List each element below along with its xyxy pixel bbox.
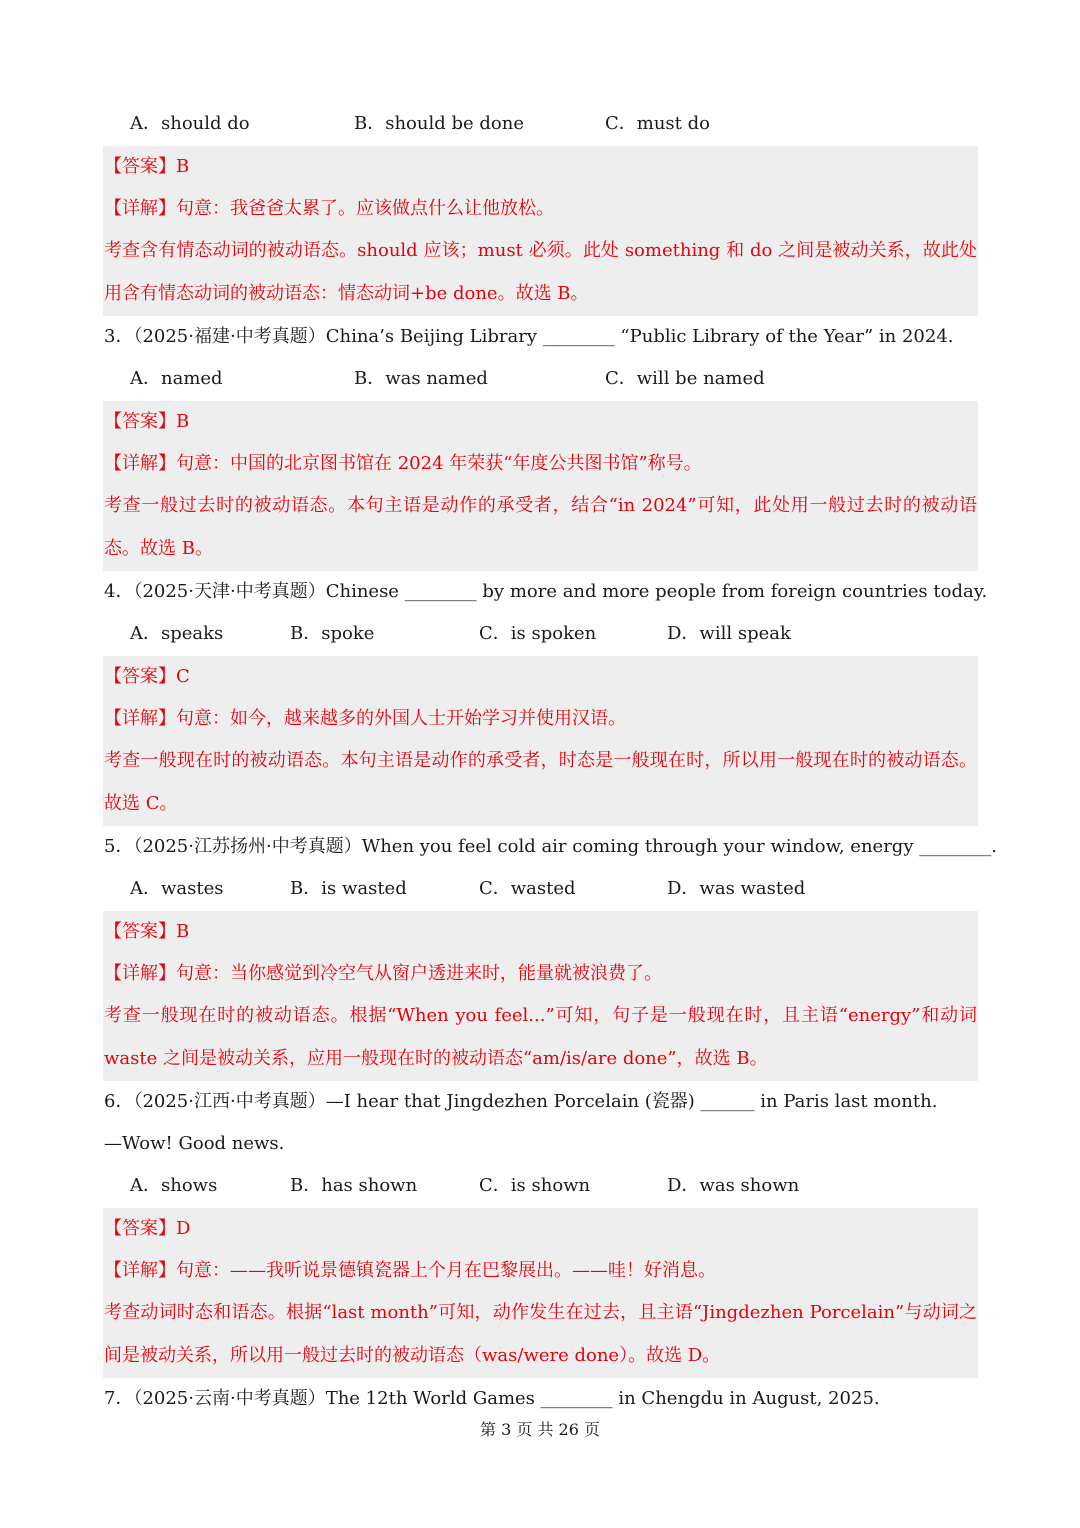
q4-analysis: 考查一般现在时的被动语态。本句主语是动作的承受者，时态是一般现在时，所以用一般现在时的被动语态。故选 C。	[104, 750, 977, 814]
q3-stem: 3．（2025·福建·中考真题）China’s Beijing Library ________ “Public Library of the Year” in 2024.	[104, 326, 954, 347]
q6-option-a: A．shows	[130, 1175, 218, 1196]
q6-answer: 【答案】D	[104, 1218, 191, 1239]
q6-option-d: D．was shown	[667, 1175, 800, 1196]
q2-detail: 【详解】句意：我爸爸太累了。应该做点什么让他放松。	[104, 198, 554, 219]
q2-option-a: A．should do	[130, 113, 250, 134]
q5-option-d: D．was wasted	[667, 878, 806, 899]
q3-option-c: C．will be named	[605, 368, 765, 389]
q6-option-b: B．has shown	[290, 1175, 418, 1196]
q4-options	[0, 620, 1080, 648]
q3-detail: 【详解】句意：中国的北京图书馆在 2024 年荣获“年度公共图书馆”称号。	[104, 453, 702, 474]
q4-stem: 4．（2025·天津·中考真题）Chinese ________ by more and more people from foreign countries today.	[104, 581, 988, 602]
q5-detail: 【详解】句意：当你感觉到冷空气从窗户透进来时，能量就被浪费了。	[104, 963, 662, 984]
q3-option-b: B．was named	[354, 368, 488, 389]
q2-option-c: C．must do	[605, 113, 710, 134]
q7-stem: 7．（2025·云南·中考真题）The 12th World Games ________ in Chengdu in August, 2025.	[104, 1388, 880, 1409]
q5-options	[0, 875, 1080, 903]
q2-options	[0, 110, 1080, 138]
q5-option-b: B．is wasted	[290, 878, 407, 899]
q2-answer: 【答案】B	[104, 156, 190, 177]
q6-analysis: 考查动词时态和语态。根据“last month”可知，动作发生在过去，且主语“Jingdezhen Porcelain”与动词之间是被动关系，所以用一般过去时的被动语态（was/were done）。故选 D。	[104, 1302, 977, 1366]
q4-answer: 【答案】C	[104, 666, 190, 687]
q5-option-c: C．wasted	[479, 878, 576, 899]
q6-stem-reply: —Wow! Good news.	[104, 1133, 285, 1154]
q6-detail: 【详解】句意：——我听说景德镇瓷器上个月在巴黎展出。——哇！好消息。	[104, 1260, 716, 1281]
q5-option-a: A．wastes	[130, 878, 224, 899]
q3-answer: 【答案】B	[104, 411, 190, 432]
q5-analysis: 考查一般现在时的被动语态。根据“When you feel...”可知，句子是一般现在时，且主语“energy”和动词 waste 之间是被动关系，应用一般现在时的被动语态“am/is/are done”，故选 B。	[104, 1005, 977, 1069]
q3-option-a: A．named	[130, 368, 223, 389]
q6-options	[0, 1172, 1080, 1200]
q4-option-b: B．spoke	[290, 623, 375, 644]
q3-analysis: 考查一般过去时的被动语态。本句主语是动作的承受者，结合“in 2024”可知，此处用一般过去时的被动语态。故选 B。	[104, 495, 977, 559]
q6-option-c: C．is shown	[479, 1175, 591, 1196]
q4-option-c: C．is spoken	[479, 623, 597, 644]
page-number-footer: 第 3 页 共 26 页	[480, 1420, 600, 1439]
q3-options	[0, 365, 1080, 393]
q6-stem: 6．（2025·江西·中考真题）—I hear that Jingdezhen Porcelain (瓷器) ______ in Paris last month.	[104, 1091, 938, 1112]
q2-analysis: 考查含有情态动词的被动语态。should 应该；must 必须。此处 something 和 do 之间是被动关系，故此处用含有情态动词的被动语态：情态动词+be done。故选 B。	[104, 240, 977, 304]
q2-option-b: B．should be done	[354, 113, 524, 134]
q4-option-a: A．speaks	[130, 623, 224, 644]
q5-stem: 5．（2025·江苏扬州·中考真题）When you feel cold air coming through your window, energy ________.	[104, 836, 997, 857]
q4-option-d: D．will speak	[667, 623, 791, 644]
q4-detail: 【详解】句意：如今，越来越多的外国人士开始学习并使用汉语。	[104, 708, 626, 729]
q5-answer: 【答案】B	[104, 921, 190, 942]
